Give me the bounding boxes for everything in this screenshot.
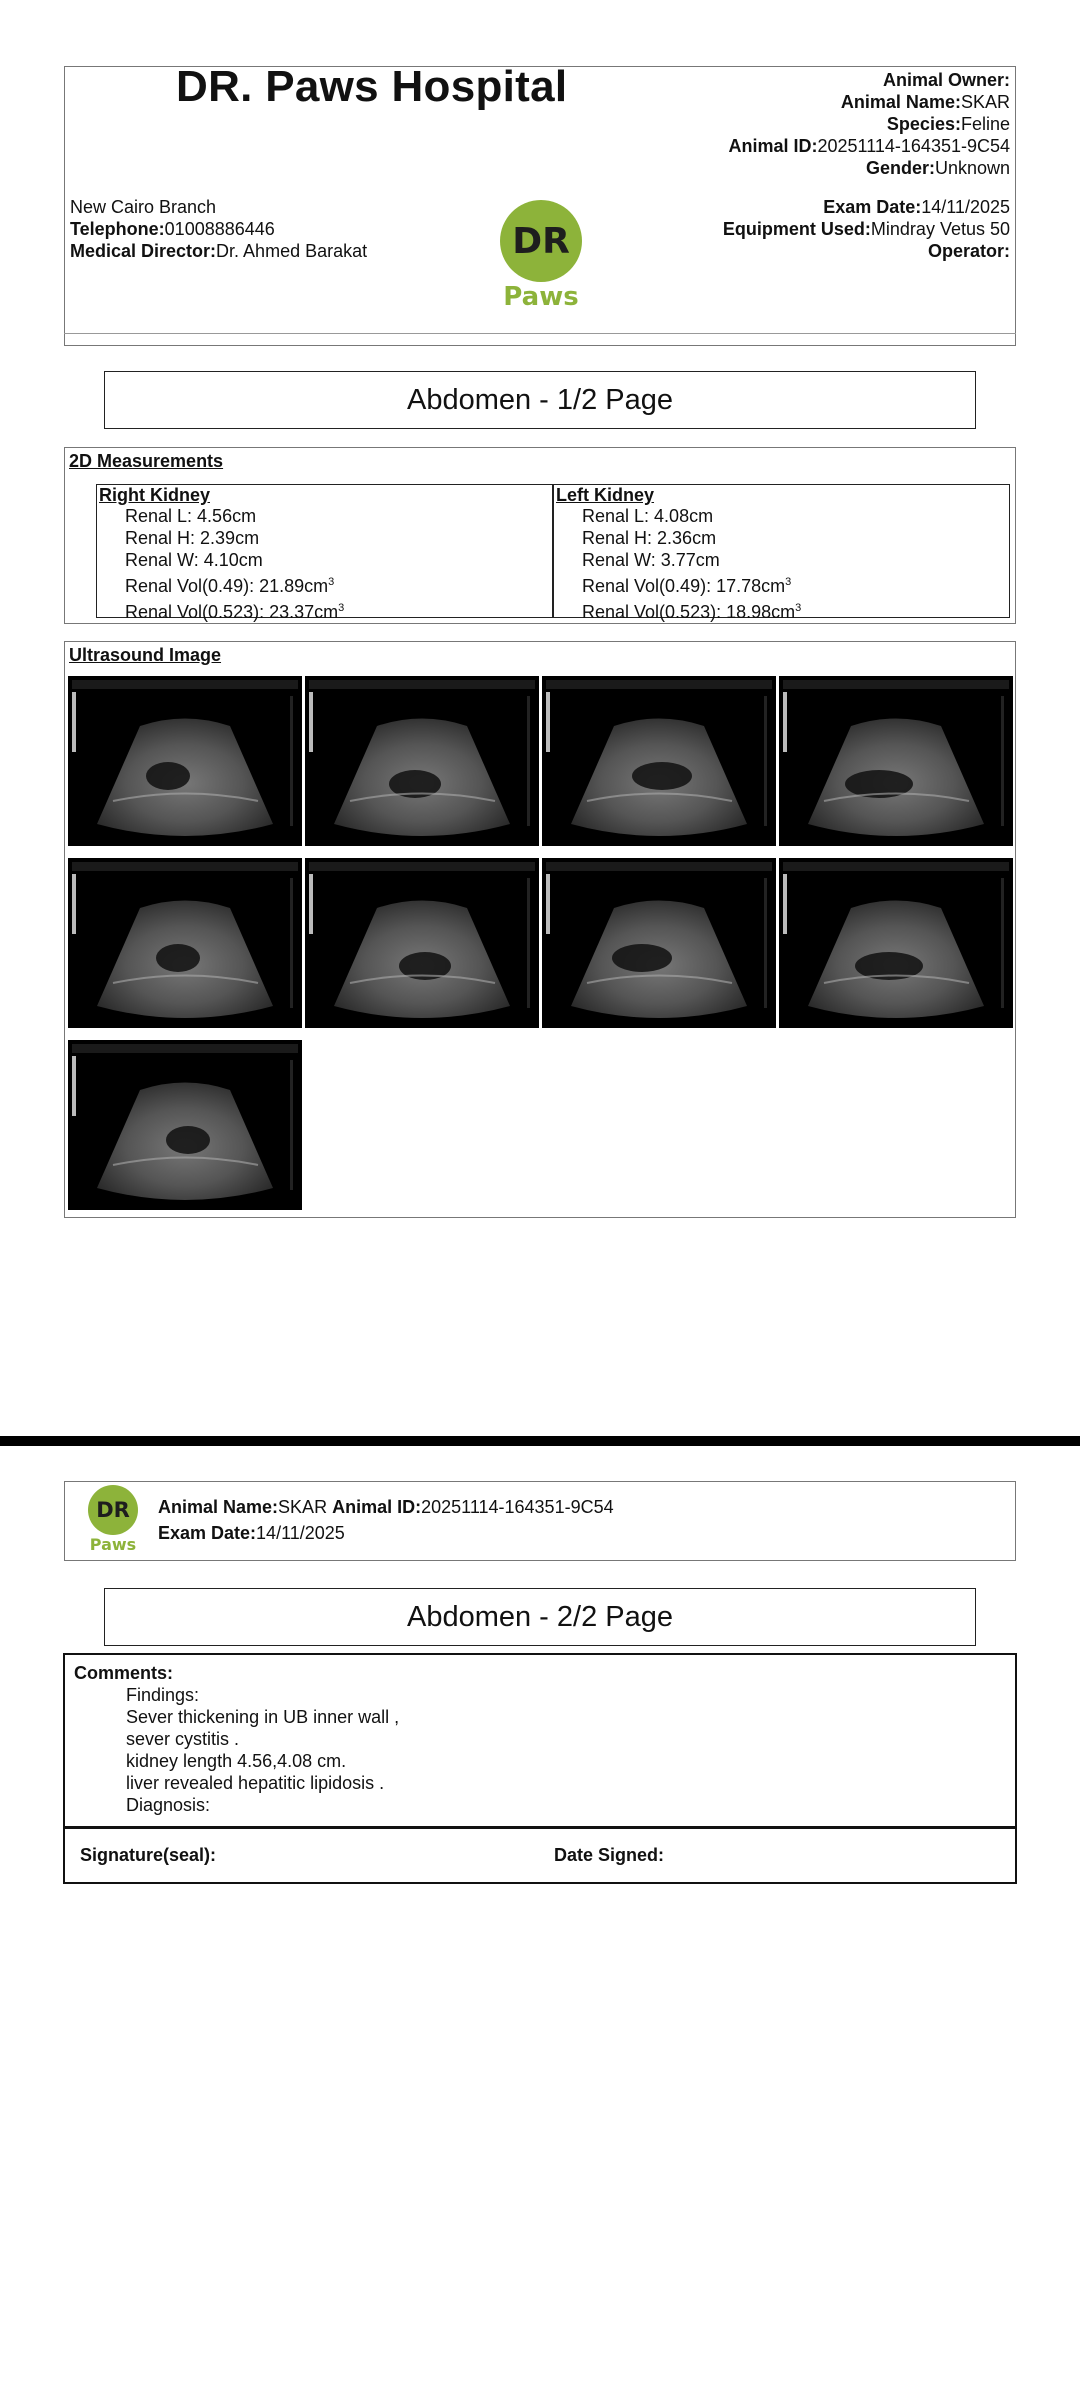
gender-line bbox=[866, 157, 1010, 179]
page2-logo-circle-icon: DR bbox=[88, 1485, 138, 1535]
ultrasound-image bbox=[779, 858, 1013, 1028]
animal-name-label: Animal Name: bbox=[840, 92, 961, 112]
ultrasound-image bbox=[542, 858, 776, 1028]
right-renal-width: Renal W: 4.10cm bbox=[125, 550, 263, 570]
hospital-logo bbox=[500, 200, 582, 320]
species-line bbox=[887, 113, 1010, 135]
page2-animal-id-value: 20251114-164351-9C54 bbox=[421, 1497, 614, 1517]
animal-id-label: Animal ID: bbox=[728, 136, 818, 156]
right-kidney-title: Right Kidney bbox=[99, 485, 210, 505]
equipment-line bbox=[723, 218, 1010, 240]
equipment-value: Mindray Vetus 50 bbox=[870, 219, 1010, 239]
telephone-line bbox=[70, 218, 275, 240]
branch-name: New Cairo Branch bbox=[70, 197, 217, 217]
ultrasound-image bbox=[779, 676, 1013, 846]
gender-label: Gender: bbox=[865, 158, 935, 178]
hospital-name: DR. Paws Hospital bbox=[176, 62, 568, 111]
animal-id-line bbox=[728, 135, 1010, 157]
ultrasound-image bbox=[305, 858, 539, 1028]
ultrasound-image bbox=[305, 676, 539, 846]
director-value: Dr. Ahmed Barakat bbox=[216, 241, 368, 261]
page2-animal-id-label: Animal ID: bbox=[332, 1497, 422, 1517]
ultrasound-image bbox=[68, 676, 302, 846]
comment-line: Diagnosis: bbox=[126, 1795, 211, 1815]
exam-date-value: 14/11/2025 bbox=[921, 197, 1010, 217]
header-divider bbox=[64, 333, 1016, 334]
page2-exam-date-label: Exam Date: bbox=[158, 1523, 257, 1543]
right-renal-vol-049: Renal Vol(0.49): $21.89cm^3$ bbox=[125, 576, 335, 596]
date-signed-label: Date Signed: bbox=[554, 1845, 665, 1865]
operator-line bbox=[928, 240, 1010, 262]
comment-line: Sever thickening in UB inner wall , bbox=[126, 1707, 400, 1727]
gender-value: Unknown bbox=[934, 158, 1010, 178]
logo-circle-icon: DR bbox=[500, 200, 582, 282]
left-kidney-title: Left Kidney bbox=[556, 485, 655, 505]
signature-label: Signature(seal): bbox=[80, 1845, 217, 1865]
right-renal-height: Renal H: 2.39cm bbox=[125, 528, 260, 548]
comments-label: Comments: bbox=[74, 1663, 174, 1683]
left-renal-length: Renal L: 4.08cm bbox=[582, 506, 714, 526]
left-renal-height: Renal H: 2.36cm bbox=[582, 528, 717, 548]
page2-title: Abdomen - 2/2 Page bbox=[104, 1588, 976, 1646]
director-line bbox=[70, 240, 367, 262]
page2-animal-name-label: Animal Name: bbox=[158, 1497, 279, 1517]
director-label: Medical Director: bbox=[70, 241, 217, 261]
species-label: Species: bbox=[886, 114, 961, 134]
ultrasound-image bbox=[68, 858, 302, 1028]
page2-header bbox=[64, 1481, 1016, 1561]
page2-patient-line bbox=[158, 1496, 614, 1518]
animal-owner-label: Animal Owner: bbox=[882, 70, 1010, 90]
left-renal-vol-049: Renal Vol(0.49): $17.78cm^3$ bbox=[582, 576, 792, 596]
page2-logo bbox=[88, 1485, 138, 1557]
comment-line: liver revealed hepatitic lipidosis . bbox=[126, 1773, 385, 1793]
right-kidney-panel bbox=[96, 484, 553, 622]
ultrasound-title: Ultrasound Image bbox=[69, 645, 222, 665]
animal-id-value: 20251114-164351-9C54 bbox=[817, 136, 1010, 156]
exam-date-line bbox=[823, 196, 1010, 218]
comment-line: Findings: bbox=[126, 1685, 200, 1705]
left-renal-vol-0523: Renal Vol(0.523): $18.98cm^3$ bbox=[582, 602, 802, 622]
ultrasound-image bbox=[542, 676, 776, 846]
comment-line: kidney length 4.56,4.08 cm. bbox=[126, 1751, 347, 1771]
species-value: Feline bbox=[960, 114, 1010, 134]
telephone-value: 01008886446 bbox=[164, 219, 275, 239]
left-kidney-panel bbox=[553, 484, 1010, 622]
ultrasound-image bbox=[68, 1040, 302, 1210]
page2-animal-name-value: SKAR bbox=[278, 1497, 328, 1517]
operator-label: Operator: bbox=[927, 241, 1010, 261]
equipment-label: Equipment Used: bbox=[722, 219, 871, 239]
page-separator bbox=[0, 1436, 1080, 1446]
telephone-label: Telephone: bbox=[70, 219, 165, 239]
animal-owner-line bbox=[883, 69, 1010, 91]
page-title: Abdomen - 1/2 Page bbox=[104, 371, 976, 429]
comments-body bbox=[126, 1684, 399, 1816]
animal-name-value: SKAR bbox=[960, 92, 1010, 112]
page2-exam-date-line bbox=[158, 1522, 345, 1544]
page2-logo-wordmark: Paws bbox=[89, 1535, 137, 1554]
right-renal-vol-0523: Renal Vol(0.523): $23.37cm^3$ bbox=[125, 602, 345, 622]
measurements-title: 2D Measurements bbox=[69, 451, 224, 471]
animal-name-line bbox=[841, 91, 1010, 113]
comment-line: sever cystitis . bbox=[126, 1729, 240, 1749]
right-renal-length: Renal L: 4.56cm bbox=[125, 506, 257, 526]
page2-exam-date-value: 14/11/2025 bbox=[256, 1523, 345, 1543]
exam-date-label: Exam Date: bbox=[823, 197, 922, 217]
logo-wordmark: Paws bbox=[503, 282, 579, 312]
left-renal-width: Renal W: 3.77cm bbox=[582, 550, 720, 570]
